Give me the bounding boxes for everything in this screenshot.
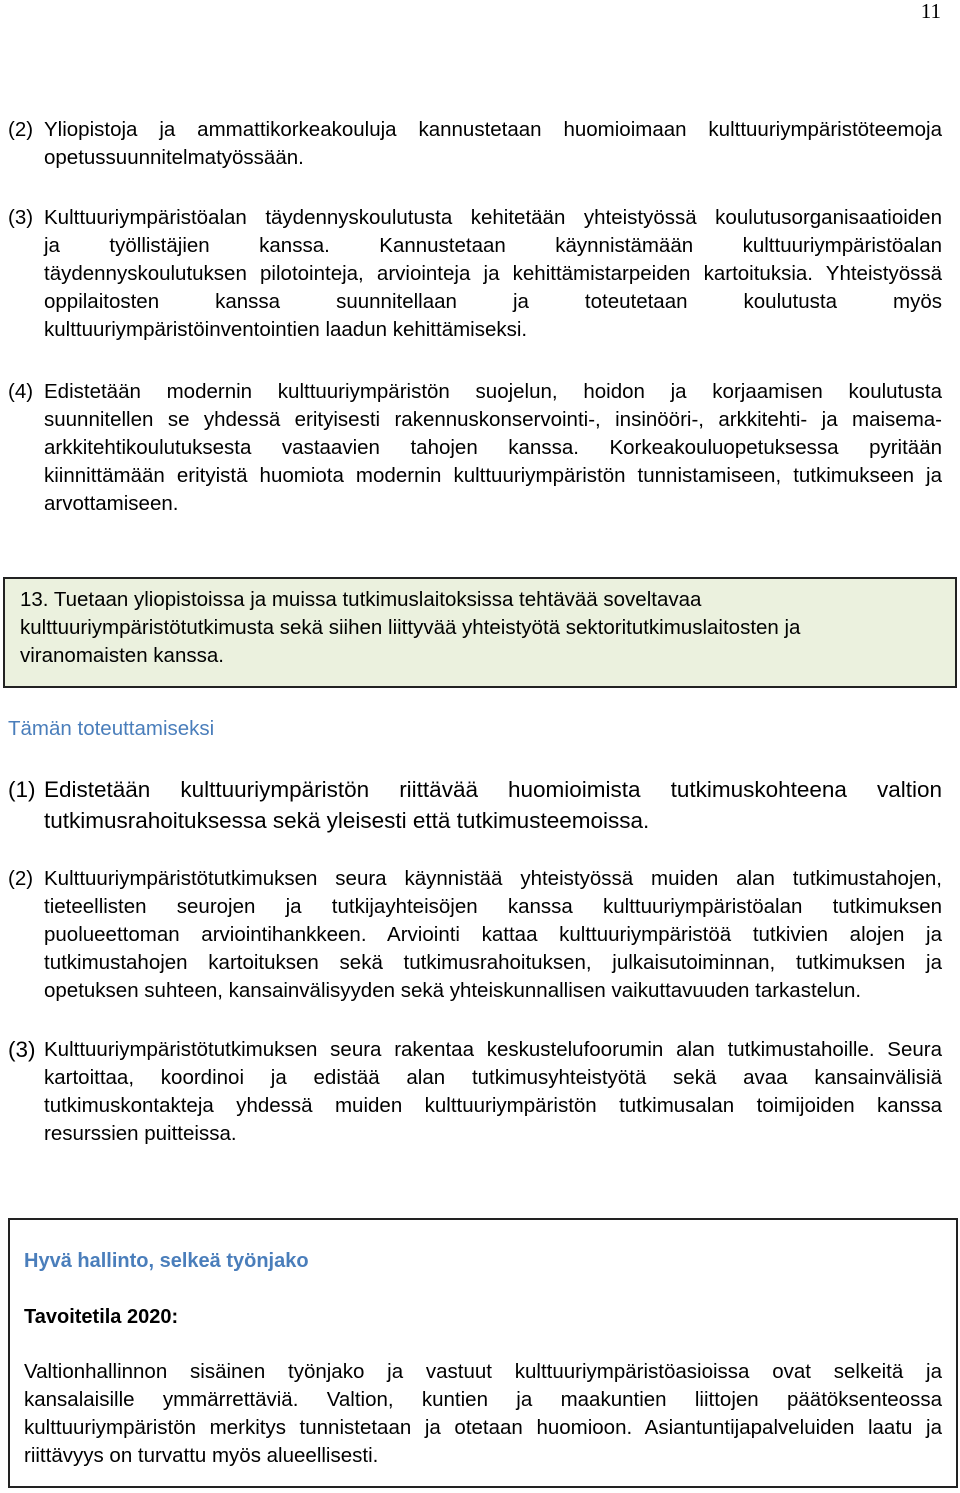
target-state-label: Tavoitetila 2020: <box>24 1306 179 1328</box>
text-line: opetuksen suhteen, kansainvälisyyden sekä yhteiskunnallisen vaikuttavuuden tarkastelun. <box>44 979 862 1002</box>
text-line: viranomaisten kanssa. <box>20 644 224 667</box>
text-line: tutkimusrahoituksessa sekä yleisesti että tutkimusteemoissa. <box>44 808 650 833</box>
list-item-text <box>44 116 942 172</box>
list-item-number: (4) <box>8 380 34 403</box>
list-item-text <box>44 204 942 344</box>
section-heading: Tämän toteuttamiseksi <box>8 717 215 740</box>
list-item-text <box>44 865 942 1005</box>
text-line: kansalaisille ymmärrettäviä. Valtion, kuntien ja maakuntien liittojen päätöksenteossa <box>24 1388 942 1411</box>
text-line: Kulttuuriympäristötutkimuksen seura rakentaa keskustelufoorumin alan tutkimustahoille. Seura <box>44 1038 942 1061</box>
list-item-number: (2) <box>8 867 34 890</box>
list-item-number: (2) <box>8 118 34 141</box>
text-line: resurssien puitteissa. <box>44 1122 237 1145</box>
text-line: suunnitellen se yhdessä erityisesti rakennuskonservointi-, insinööri-, arkkitehti- ja maisema- <box>44 408 942 431</box>
policy-heading: Hyvä hallinto, selkeä työnjako <box>24 1250 309 1272</box>
page-number: 11 <box>920 0 941 23</box>
text-line: tutkimuskontakteja yhdessä muiden kulttuuriympäristön tutkimusalan toimijoiden kanssa <box>44 1094 942 1117</box>
list-item-number: (1) <box>8 777 36 802</box>
policy-box <box>8 1218 958 1488</box>
text-line: oppilaitosten kanssa suunnitellaan ja toteutetaan koulutusta myös <box>44 290 942 313</box>
text-line: arvottamiseen. <box>44 492 179 515</box>
text-line: kartoittaa, koordinoi ja edistää alan tutkimusyhteistyötä sekä avaa kansainvälisiä <box>44 1066 942 1089</box>
text-line: kiinnittämään erityistä huomiota modernin kulttuuriympäristön tunnistamiseen, tutkimukseen ja <box>44 464 942 487</box>
text-line: puolueettoman arviointihankkeen. Arviointi kattaa kulttuuriympäristöä tutkivien alojen ja <box>44 923 942 946</box>
list-item-text <box>44 378 942 518</box>
text-line: Edistetään modernin kulttuuriympäristön suojelun, hoidon ja korjaamisen koulutusta <box>44 380 942 403</box>
text-line: Kulttuuriympäristöalan täydennyskoulutusta kehitetään yhteistyössä koulutusorganisaatioiden <box>44 206 942 229</box>
text-line: kulttuuriympäristöinventointien laadun kehittämiseksi. <box>44 318 528 341</box>
list-item-text <box>44 1036 942 1148</box>
text-line: 13. Tuetaan yliopistoissa ja muissa tutkimuslaitoksissa tehtävää soveltavaa <box>20 588 702 611</box>
text-line: opetussuunnitelmatyössään. <box>44 146 304 169</box>
text-line: tutkimustahojen kartoituksen sekä tutkimusrahoituksen, julkaisutoiminnan, tutkimuksen ja <box>44 951 942 974</box>
text-line: riittävyys on turvattu myös alueellisesti. <box>24 1444 379 1467</box>
list-item-text <box>44 774 942 836</box>
goal-box <box>3 577 957 688</box>
text-line: täydennyskoulutuksen pilotointeja, arviointeja ja kehittämistarpeiden kartoituksia. Yhteistyössä <box>44 262 942 285</box>
list-item-number: (3) <box>8 206 34 229</box>
text-line: tieteellisten seurojen ja tutkijayhteisöjen kanssa kulttuuriympäristöalan tutkimuksen <box>44 895 942 918</box>
list-item-number: (3) <box>8 1037 36 1062</box>
text-line: kulttuuriympäristötutkimusta sekä siihen liittyvää yhteistyötä sektoritutkimuslaitosten ja <box>20 616 801 639</box>
text-line: arkkitehtikoulutuksesta vastaavien tahojen kanssa. Korkeakouluopetuksessa pyritään <box>44 436 942 459</box>
policy-text <box>24 1358 942 1470</box>
goal-text <box>20 586 950 670</box>
text-line: kulttuuriympäristön merkitys tunnistetaan ja otetaan huomioon. Asiantuntijapalveluiden laatu ja <box>24 1416 942 1439</box>
text-line: Edistetään kulttuuriympäristön riittävää huomioimista tutkimuskohteena valtion <box>44 777 942 802</box>
text-line: Kulttuuriympäristötutkimuksen seura käynnistää yhteistyössä muiden alan tutkimustahojen, <box>44 867 942 890</box>
text-line: Valtionhallinnon sisäinen työnjako ja vastuut kulttuuriympäristöasioissa ovat selkeitä ja <box>24 1360 942 1383</box>
text-line: Yliopistoja ja ammattikorkeakouluja kannustetaan huomioimaan kulttuuriympäristöteemoja <box>44 118 942 141</box>
text-line: ja työllistäjien kanssa. Kannustetaan käynnistämään kulttuuriympäristöalan <box>44 234 942 257</box>
